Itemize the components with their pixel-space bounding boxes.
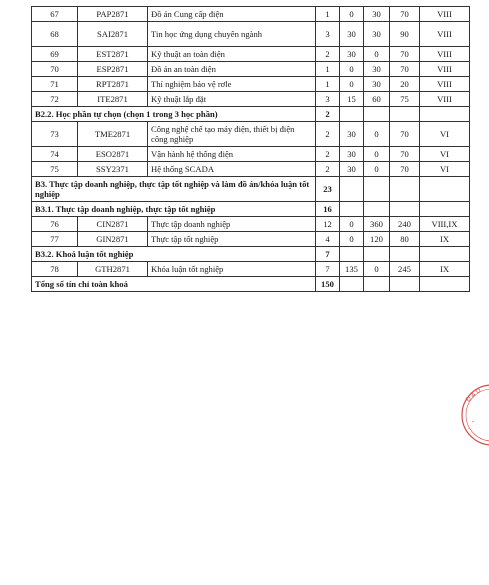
empty-cell	[340, 247, 364, 262]
hours-theory: 0	[340, 62, 364, 77]
semester: VIII	[420, 7, 470, 22]
table-row	[32, 47, 470, 62]
course-name: Kỹ thuật an toàn điện	[148, 47, 316, 62]
table-row	[32, 92, 470, 107]
hours-theory: 30	[340, 162, 364, 177]
row-number: 73	[32, 122, 78, 147]
section-credits: 7	[316, 247, 340, 262]
empty-cell	[420, 247, 470, 262]
table-row	[32, 147, 470, 162]
hours-practice: 30	[364, 62, 390, 77]
course-code: ESP2871	[78, 62, 148, 77]
svg-text:*: *	[472, 420, 474, 425]
empty-cell	[390, 247, 420, 262]
empty-cell	[364, 247, 390, 262]
empty-cell	[364, 277, 390, 292]
hours-practice: 0	[364, 47, 390, 62]
course-name: Đồ án an toàn điện	[148, 62, 316, 77]
hours-theory: 0	[340, 217, 364, 232]
empty-cell	[364, 107, 390, 122]
hours-theory: 30	[340, 22, 364, 47]
seal-stamp	[454, 380, 489, 450]
semester: VIII	[420, 77, 470, 92]
row-number: 77	[32, 232, 78, 247]
svg-text:Đ À O: Đ À O	[464, 387, 483, 404]
curriculum-table	[31, 6, 470, 292]
empty-cell	[390, 202, 420, 217]
section-title: B3. Thực tập doanh nghiệp, thực tập tốt nghiệp và làm đồ án/khóa luận tốt nghiệp	[32, 177, 316, 202]
hours-practice: 0	[364, 162, 390, 177]
semester: VI	[420, 147, 470, 162]
course-name: Khóa luận tốt nghiệp	[148, 262, 316, 277]
course-name: Công nghệ chế tạo máy điện, thiết bị điện công nghiệp	[148, 122, 316, 147]
semester: VIII,IX	[420, 217, 470, 232]
hours-self-study: 70	[390, 47, 420, 62]
hours-practice: 30	[364, 7, 390, 22]
row-number: 70	[32, 62, 78, 77]
course-code: PAP2871	[78, 7, 148, 22]
row-number: 71	[32, 77, 78, 92]
hours-theory: 15	[340, 92, 364, 107]
empty-cell	[340, 202, 364, 217]
hours-practice: 30	[364, 22, 390, 47]
row-number: 72	[32, 92, 78, 107]
credits: 4	[316, 232, 340, 247]
section-row	[32, 277, 470, 292]
row-number: 68	[32, 22, 78, 47]
empty-cell	[364, 177, 390, 202]
hours-theory: 30	[340, 147, 364, 162]
empty-cell	[390, 177, 420, 202]
hours-self-study: 70	[390, 62, 420, 77]
hours-theory: 0	[340, 77, 364, 92]
hours-self-study: 90	[390, 22, 420, 47]
empty-cell	[420, 202, 470, 217]
hours-practice: 60	[364, 92, 390, 107]
credits: 2	[316, 122, 340, 147]
hours-theory: 0	[340, 7, 364, 22]
empty-cell	[390, 107, 420, 122]
course-name: Vận hành hệ thống điện	[148, 147, 316, 162]
hours-self-study: 70	[390, 7, 420, 22]
semester: IX	[420, 232, 470, 247]
table-row	[32, 7, 470, 22]
table-row	[32, 232, 470, 247]
hours-theory: 0	[340, 232, 364, 247]
hours-self-study: 240	[390, 217, 420, 232]
semester: VIII	[420, 47, 470, 62]
course-code: RPT2871	[78, 77, 148, 92]
semester: IX	[420, 262, 470, 277]
empty-cell	[364, 202, 390, 217]
credits: 1	[316, 62, 340, 77]
section-row	[32, 107, 470, 122]
section-title: B3.1. Thực tập doanh nghiệp, thực tập tốt nghiệp	[32, 202, 316, 217]
hours-self-study: 70	[390, 147, 420, 162]
course-code: TME2871	[78, 122, 148, 147]
course-name: Thực tập tốt nghiệp	[148, 232, 316, 247]
semester: VIII	[420, 62, 470, 77]
hours-theory: 30	[340, 122, 364, 147]
credits: 2	[316, 162, 340, 177]
semester: VI	[420, 162, 470, 177]
empty-cell	[340, 177, 364, 202]
empty-cell	[420, 177, 470, 202]
row-number: 76	[32, 217, 78, 232]
hours-practice: 30	[364, 77, 390, 92]
course-name: Tin học ứng dụng chuyên ngành	[148, 22, 316, 47]
table-row	[32, 217, 470, 232]
course-code: SSY2371	[78, 162, 148, 177]
semester: VIII	[420, 22, 470, 47]
hours-self-study: 75	[390, 92, 420, 107]
course-name: Kỹ thuật lắp đặt	[148, 92, 316, 107]
section-title: B3.2. Khoá luận tốt nghiệp	[32, 247, 316, 262]
credits: 12	[316, 217, 340, 232]
section-title: B2.2. Học phần tự chọn (chọn 1 trong 3 học phần)	[32, 107, 316, 122]
hours-practice: 360	[364, 217, 390, 232]
hours-practice: 0	[364, 147, 390, 162]
course-code: GTH2871	[78, 262, 148, 277]
section-row	[32, 177, 470, 202]
course-name: Thực tập doanh nghiệp	[148, 217, 316, 232]
empty-cell	[420, 277, 470, 292]
semester: VIII	[420, 92, 470, 107]
course-code: EST2871	[78, 47, 148, 62]
empty-cell	[340, 277, 364, 292]
row-number: 78	[32, 262, 78, 277]
section-credits: 2	[316, 107, 340, 122]
empty-cell	[340, 107, 364, 122]
row-number: 75	[32, 162, 78, 177]
hours-theory: 30	[340, 47, 364, 62]
svg-text:· ·: · ·	[468, 426, 472, 431]
hours-self-study: 70	[390, 122, 420, 147]
hours-self-study: 70	[390, 162, 420, 177]
row-number: 69	[32, 47, 78, 62]
section-row	[32, 202, 470, 217]
hours-practice: 0	[364, 262, 390, 277]
section-credits: 16	[316, 202, 340, 217]
credits: 7	[316, 262, 340, 277]
course-name: Đồ án Cung cấp điện	[148, 7, 316, 22]
table-row	[32, 162, 470, 177]
hours-practice: 0	[364, 122, 390, 147]
section-row	[32, 247, 470, 262]
course-code: ESO2871	[78, 147, 148, 162]
table-row	[32, 22, 470, 47]
hours-self-study: 20	[390, 77, 420, 92]
table-row	[32, 77, 470, 92]
credits: 3	[316, 22, 340, 47]
table-row	[32, 62, 470, 77]
section-title: Tổng số tín chỉ toàn khoá	[32, 277, 316, 292]
credits: 2	[316, 147, 340, 162]
course-code: SAI2871	[78, 22, 148, 47]
course-code: ITE2871	[78, 92, 148, 107]
table-row	[32, 262, 470, 277]
table-row	[32, 122, 470, 147]
hours-theory: 135	[340, 262, 364, 277]
course-code: GIN2871	[78, 232, 148, 247]
course-name: Hệ thống SCADA	[148, 162, 316, 177]
course-name: Thí nghiệm bảo vệ rơle	[148, 77, 316, 92]
section-credits: 23	[316, 177, 340, 202]
course-code: CIN2871	[78, 217, 148, 232]
credits: 2	[316, 47, 340, 62]
credits: 1	[316, 77, 340, 92]
hours-self-study: 245	[390, 262, 420, 277]
hours-self-study: 80	[390, 232, 420, 247]
semester: VI	[420, 122, 470, 147]
credits: 1	[316, 7, 340, 22]
hours-practice: 120	[364, 232, 390, 247]
credits: 3	[316, 92, 340, 107]
empty-cell	[420, 107, 470, 122]
section-credits: 150	[316, 277, 340, 292]
row-number: 74	[32, 147, 78, 162]
row-number: 67	[32, 7, 78, 22]
empty-cell	[390, 277, 420, 292]
